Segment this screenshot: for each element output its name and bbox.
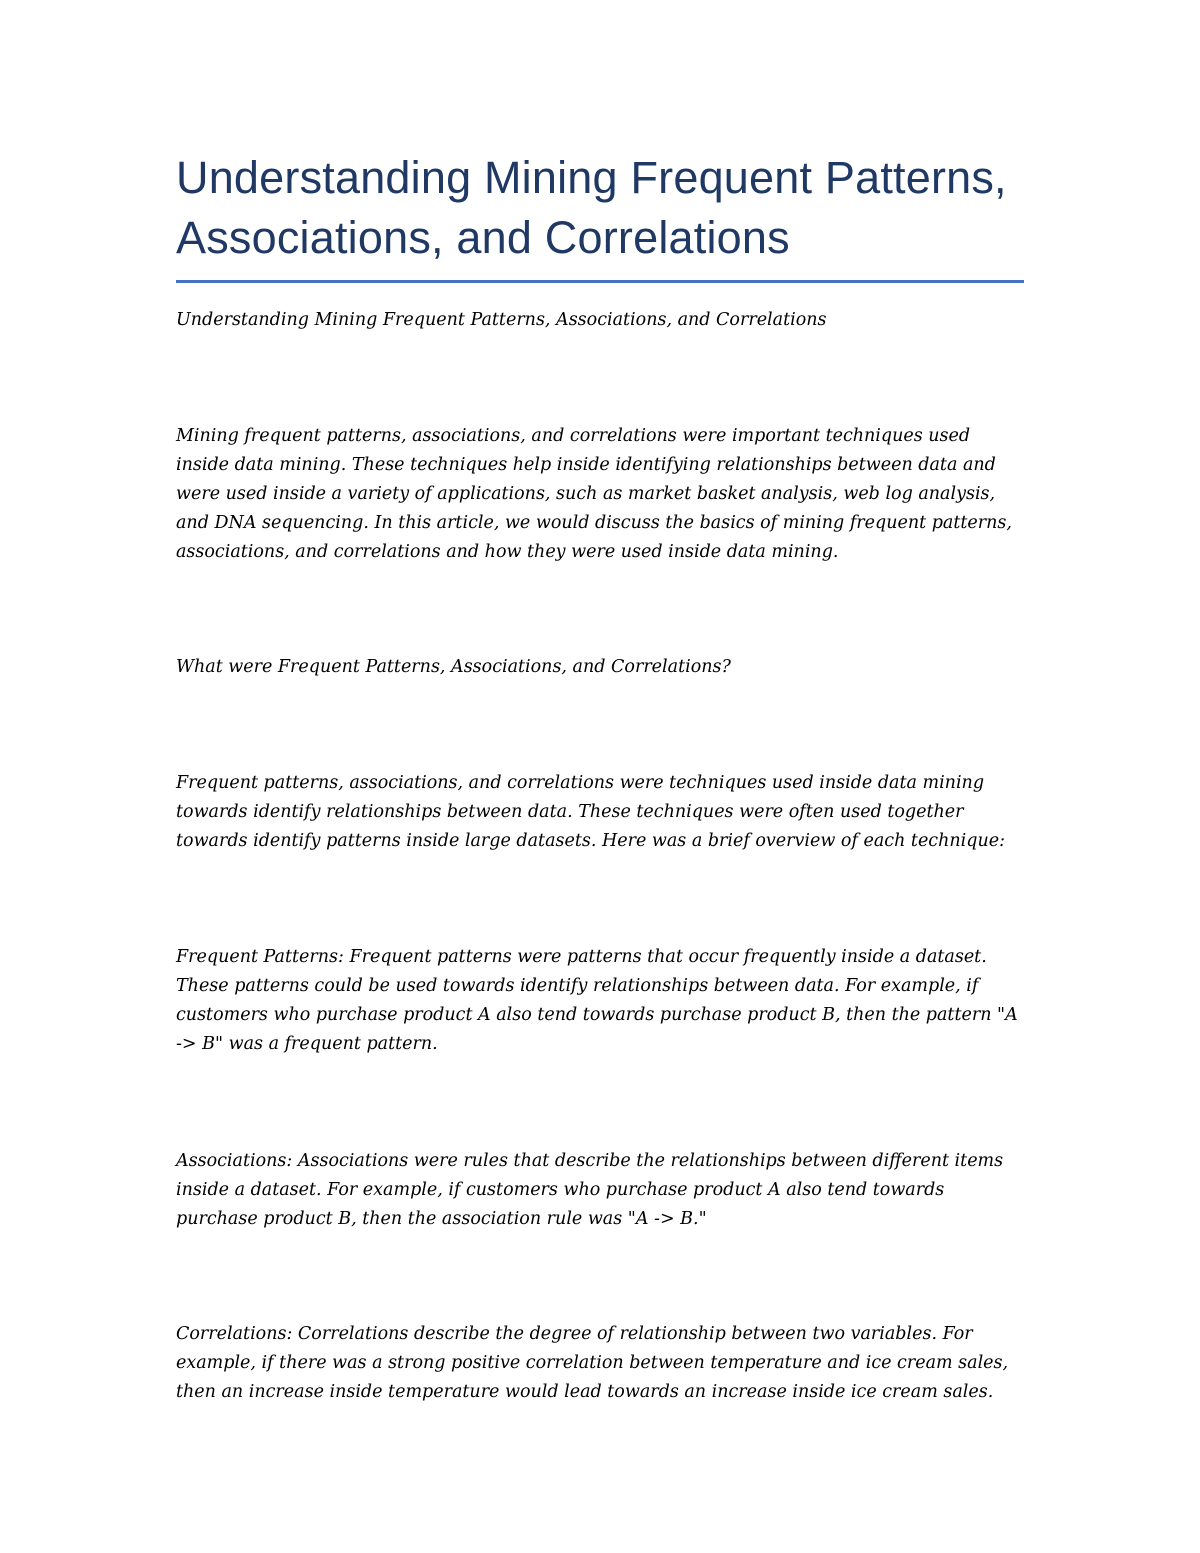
document-title: Understanding Mining Frequent Patterns, Associations, and Correlations [176,152,1007,263]
question-heading: What were Frequent Patterns, Associations, and Correlations? [176,657,731,677]
frequent-patterns-paragraph: Frequent Patterns: Frequent patterns were patterns that occur frequently inside a dataset. These patterns could be used towards identify relationships between data. For example, if customers who purchase product A also tend towards purchase product B, then the pattern "A -> B" was a frequent pattern. [176,947,1018,1054]
intro-paragraph: Mining frequent patterns, associations, and correlations were important techniques used inside data mining. These techniques help inside identifying relationships between data and were used inside a variety of applications, such as market basket analysis, web log analysis, and DNA sequencing. In this article, we would discuss the basics of mining frequent patterns, associations, and correlations and how they were used inside data mining. [176,426,1012,562]
subtitle-paragraph: Understanding Mining Frequent Patterns, Associations, and Correlations [176,310,827,330]
correlations-paragraph: Correlations: Correlations describe the degree of relationship between two variables. For example, if there was a strong positive correlation between temperature and ice cream sales, then an increase inside temperature would lead towards an increase inside ice cream sales. [176,1324,1009,1402]
title-block [176,148,1024,283]
title-underline-rule [176,280,1024,283]
overview-paragraph: Frequent patterns, associations, and correlations were techniques used inside data mining towards identify relationships between data. These techniques were often used together towards identify patterns inside large datasets. Here was a brief overview of each technique: [176,773,1005,851]
associations-paragraph: Associations: Associations were rules that describe the relationships between different items inside a dataset. For example, if customers who purchase product A also tend towards purchase product B, then the association rule was "A -> B." [176,1151,1004,1229]
